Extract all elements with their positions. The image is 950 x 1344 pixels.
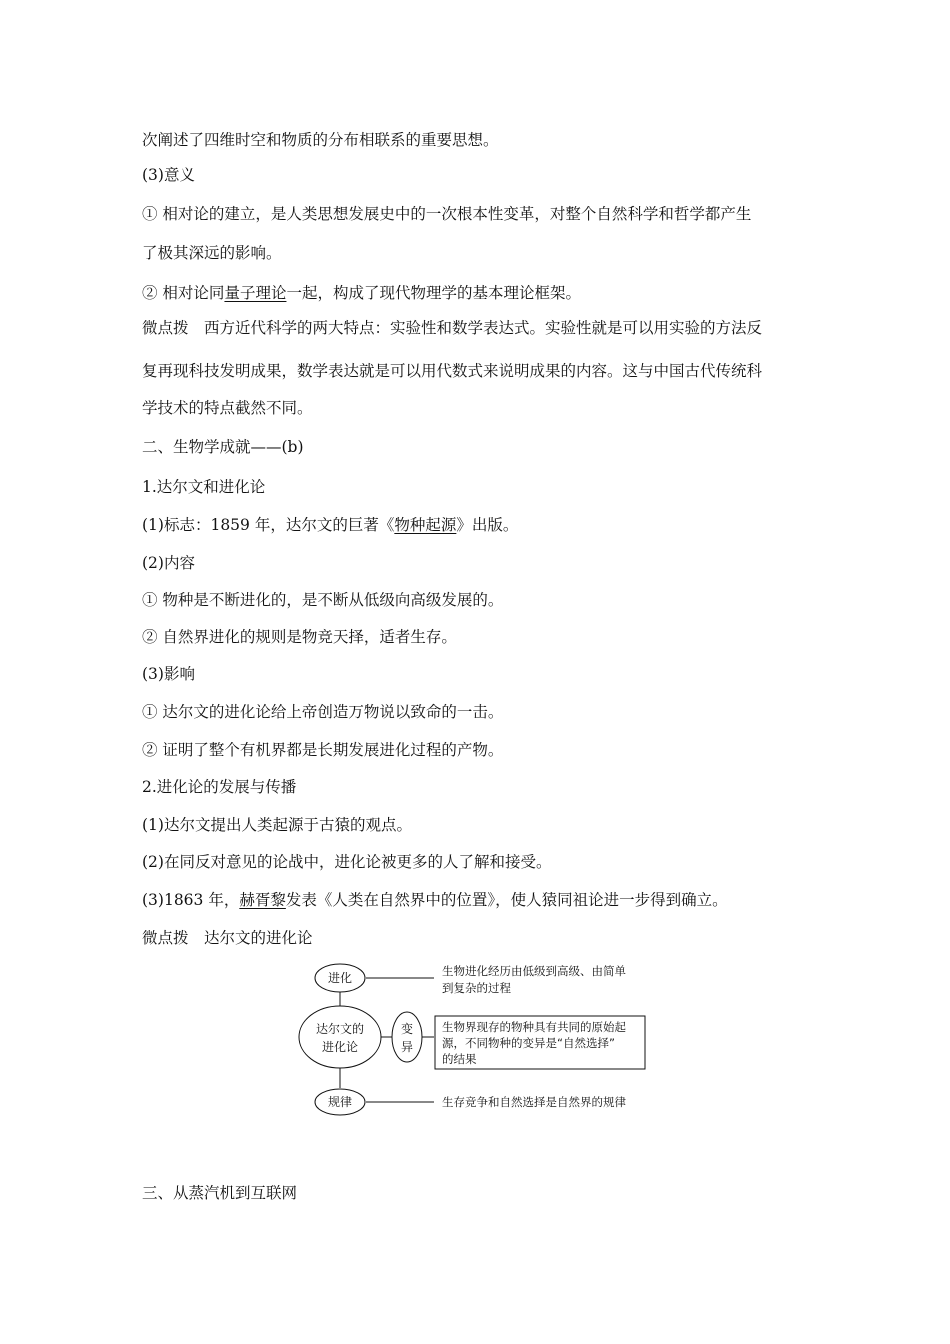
text-segment: (3)1863 年， [142,891,240,909]
node-evolution-label: 进化 [327,971,353,985]
text-line: ② 证明了整个有机界都是长期发展进化过程的产物。 [142,741,504,759]
underlined-term: 物种起源 [394,516,457,534]
evolution-concept-diagram [296,960,666,1120]
text-line: (2)内容 [142,554,195,572]
text-line: 学技术的特点截然不同。 [142,399,313,417]
text-segment: (1)标志：1859 年，达尔文的巨著《 [142,516,395,534]
text-line: 微点拨 达尔文的进化论 [142,929,313,947]
text-line: ① 物种是不断进化的，是不断从低级向高级发展的。 [142,591,504,609]
node-darwin-theory [299,1006,381,1068]
text-line: (1)达尔文提出人类起源于古猿的观点。 [142,816,412,834]
node-variation-label-2: 异 [400,1040,414,1054]
variation-desc-3: 的结果 [442,1052,477,1066]
underlined-term: 赫胥黎 [239,891,286,909]
law-desc: 生存竞争和自然选择是自然界的规律 [442,1095,626,1109]
text-line: 1.达尔文和进化论 [142,478,266,496]
node-darwin-label-1: 达尔文的 [315,1022,365,1036]
text-line: 微点拨 西方近代科学的两大特点：实验性和数学表达式。实验性就是可以用实验的方法反 [142,319,763,337]
text-segment: 一起，构成了现代物理学的基本理论框架。 [286,284,581,302]
text-line: 次阐述了四维时空和物质的分布相联系的重要思想。 [142,131,499,149]
text-line: (2)在同反对意见的论战中，进化论被更多的人了解和接受。 [142,853,552,871]
text-line [142,890,728,910]
text-segment: ② 相对论同 [142,284,225,302]
node-law-label: 规律 [327,1095,353,1109]
underlined-term: 量子理论 [224,284,287,302]
variation-desc-2: 源，不同物种的变异是“自然选择” [442,1036,615,1050]
text-line: ① 相对论的建立，是人类思想发展史中的一次根本性变革，对整个自然科学和哲学都产生 [142,205,752,223]
text-line: 了极其深远的影响。 [142,244,282,262]
text-line: ② 自然界进化的规则是物竞天择，适者生存。 [142,628,457,646]
text-line: 2.进化论的发展与传播 [142,778,297,796]
text-line [142,283,581,303]
node-darwin-label-2: 进化论 [321,1040,359,1054]
evolution-desc-1: 生物进化经历由低级到高级、由简单 [442,964,626,978]
text-line: (3)影响 [142,665,195,683]
text-segment: 》出版。 [456,516,519,534]
text-line: ① 达尔文的进化论给上帝创造万物说以致命的一击。 [142,703,504,721]
text-line [142,515,518,535]
text-line: 三、从蒸汽机到互联网 [142,1184,298,1202]
text-segment: 发表《人类在自然界中的位置》，使人猿同祖论进一步得到确立。 [285,891,728,909]
evolution-desc-2: 到复杂的过程 [442,981,511,995]
variation-desc-1: 生物界现存的物种具有共同的原始起 [442,1020,626,1034]
text-line: 复再现科技发明成果，数学表达就是可以用代数式来说明成果的内容。这与中国古代传统科 [142,362,763,380]
node-variation [392,1012,422,1062]
text-line: (3)意义 [142,166,195,184]
node-variation-label-1: 变 [400,1022,414,1036]
text-line: 二、生物学成就——(b) [142,438,304,456]
